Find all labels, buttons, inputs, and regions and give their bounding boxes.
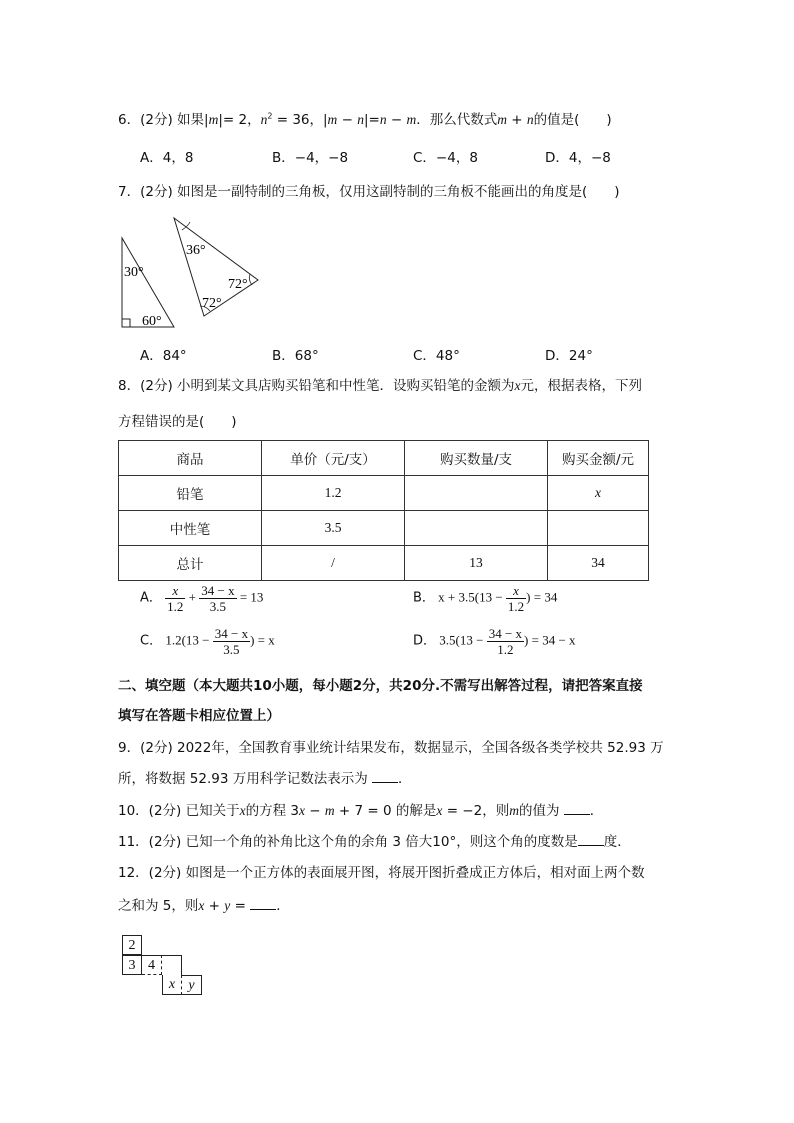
net-cell: 2 [122,935,142,955]
net-cell: 3 [122,955,142,975]
q6-option-a[interactable]: A．4，8 [140,150,194,166]
q8-option-a[interactable]: A． $\frac{x}{1.2}$ + $\frac{34 - x}{3.5}$ = 13 [140,583,264,614]
section-heading-line1: 二、填空题（本大题共10小题，每小题2分，共20分.不需写出解答过程，请把答案直接 [118,678,643,694]
q8-option-b[interactable]: B． x + 3.5(13 − $\frac{x}{1.2}$ ) = 34 [413,583,558,614]
label-60: 60° [142,314,162,329]
table-cell: 13 [405,546,548,581]
table-row [119,511,649,546]
q7-option-c[interactable]: C．48° [413,348,460,364]
q6-option-c[interactable]: C．−4，8 [413,150,478,166]
table-cell: / [262,546,405,581]
q8-option-c[interactable]: C． 1.2(13 − $\frac{34 - x}{3.5}$ ) = x [140,626,275,657]
table-cell [548,511,649,546]
q6-option-d[interactable]: D．4，−8 [545,150,611,166]
q10-stem: 10．(2分) 已知关于x的方程 3x − m + 7 = 0 的解是x = −2，则m的值为 ． [118,803,604,819]
set-squares-figure [112,212,272,332]
table-header: 购买金额/元 [548,441,649,476]
answer-blank[interactable] [564,802,590,815]
table-cell: 3.5 [262,511,405,546]
table-cell: 铅笔 [119,476,262,511]
table-cell: 1.2 [262,476,405,511]
table-cell [405,476,548,511]
table-cell: 34 [548,546,649,581]
table-header: 商品 [119,441,262,476]
answer-blank[interactable] [250,897,276,910]
table-cell: 中性笔 [119,511,262,546]
q7-option-d[interactable]: D．24° [545,348,593,364]
net-cell: 4 [142,955,162,975]
label-72-bottom: 72° [202,296,222,311]
q12-line2: 之和为 5，则x + y = ． [118,898,290,914]
q6-stem: 6．(2分) 如果|m|= 2，$n^2 = 36$，|m − n|=n − m．那么代数式m + n的值是( ) [118,111,612,128]
net-cell: y [182,975,202,995]
q8-option-d[interactable]: D． 3.5(13 − $\frac{34 - x}{1.2}$ ) = 34 − x [413,626,576,657]
label-30: 30° [124,265,144,280]
table-row [119,476,649,511]
table-header: 购买数量/支 [405,441,548,476]
q9-line2: 所，将数据 52.93 万用科学记数法表示为 ． [118,771,412,787]
right-angle-mark [122,319,130,327]
label-36: 36° [186,243,206,258]
table-header-row [119,441,649,476]
table-cell: 总计 [119,546,262,581]
answer-blank[interactable] [372,770,398,783]
table-row [119,546,649,581]
q8-stem-line1: 8．(2分) 小明到某文具店购买铅笔和中性笔．设购买铅笔的金额为x元，根据表格，下列 [118,378,643,394]
answer-blank[interactable] [578,833,604,846]
net-cell-empty [162,955,182,975]
table-cell: x [548,476,649,511]
table-cell [405,511,548,546]
q11-stem: 11．(2分) 已知一个角的补角比这个角的余角 3 倍大10°，则这个角的度数是 度． [118,834,631,850]
section-heading-line2: 填写在答题卡相应位置上） [118,708,280,724]
q7-option-a[interactable]: A．84° [140,348,187,364]
net-cell: x [162,975,182,995]
q6-option-b[interactable]: B．−4，−8 [272,150,349,166]
q8-table [118,440,649,581]
label-72-right: 72° [228,277,248,292]
q9-line1: 9．(2分) 2022年，全国教育事业统计结果发布，数据显示，全国各级各类学校共 52.93 万 [118,740,664,756]
q7-stem: 7．(2分) 如图是一副特制的三角板，仅用这副特制的三角板不能画出的角度是( ) [118,184,620,200]
q12-line1: 12．(2分) 如图是一个正方体的表面展开图，将展开图折叠成正方体后，相对面上两个数 [118,865,645,881]
q8-stem-line2: 方程错误的是( ) [118,414,237,430]
q7-option-b[interactable]: B．68° [272,348,319,364]
table-header: 单价（元/支） [262,441,405,476]
